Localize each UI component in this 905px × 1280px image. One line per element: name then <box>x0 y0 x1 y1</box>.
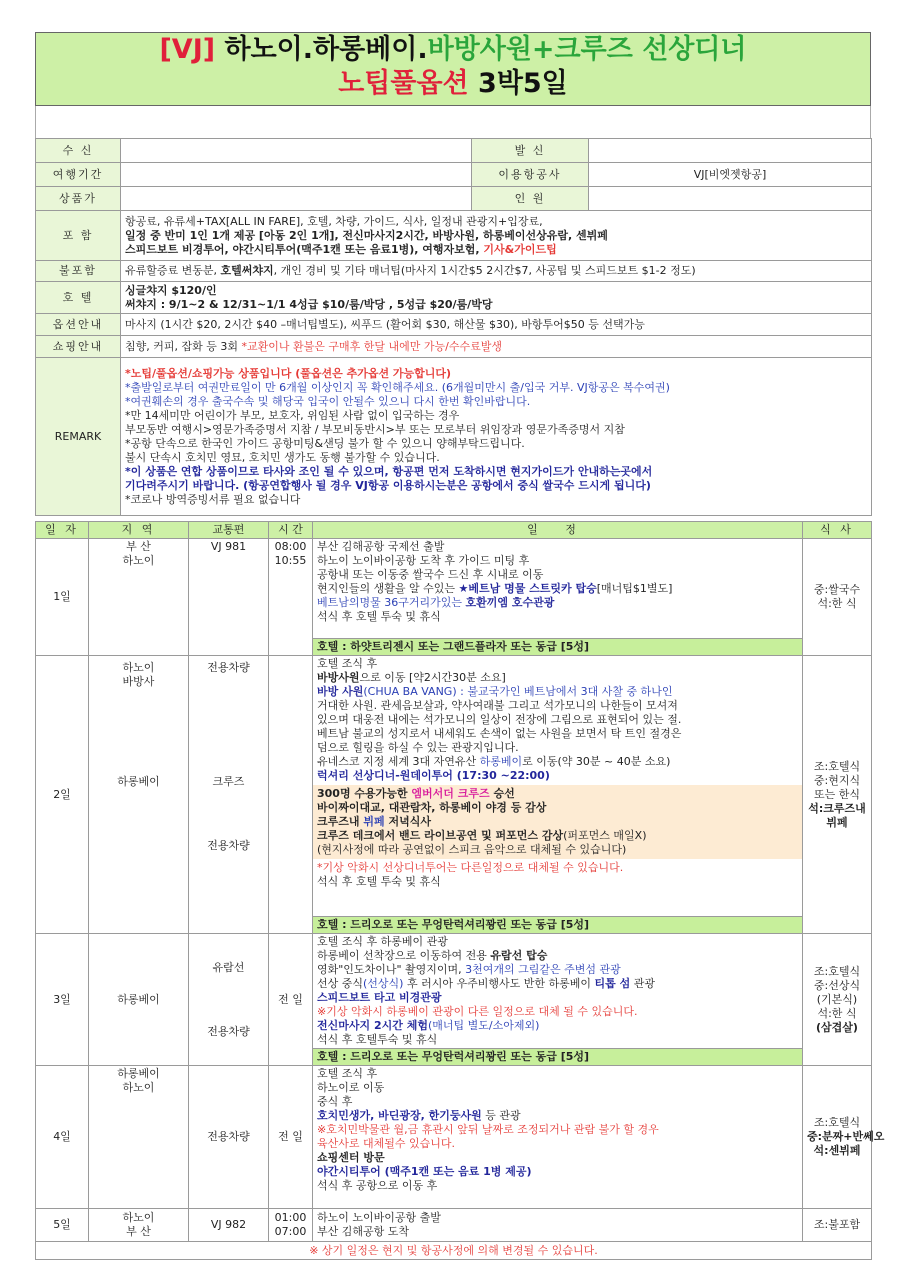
day2-transport: 전용차량 크루즈 전용차량 <box>189 656 269 934</box>
title-line-1 <box>36 33 870 67</box>
day1-region: 부 산 하노이 <box>89 539 189 656</box>
airline-label: 이용항공사 <box>472 163 589 187</box>
title-duration: 3박5일 <box>478 68 568 99</box>
include-value: 항공료, 유류세+TAX[ALL IN FARE], 호텔, 차량, 가이드, 식사, 일정내 관광지+입장료, 일정 중 반미 1인 1개 제공 [아동 2인 1개], 전신마사지2시간, 바방사원, 하롱베이선상유람, 센뷔페 스피드보트 비경투어, 야간시티투어(맥주1캔 또는 음료1병), 여행자보험, 기사&가이드팁 <box>121 211 872 261</box>
day4-schedule: 호텔 조식 후 하노이로 이동 중식 후 호치민생가, 바딘광장, 한기둥사원 등 관광 ※호치민박물관 월,금 휴관시 앞뒤 날짜로 조정되거나 관람 불가 할 경우 육산사로 대체될수 있습니다. 쇼핑센터 방문 야간시티투어 (맥주1캔 또는 음료 1병 제공) 석식 후 공항으로 이동 후 <box>313 1066 803 1209</box>
day1-meal: 중:쌀국수 석:한 식 <box>803 539 872 656</box>
itinerary-header <box>36 522 872 539</box>
day4-row <box>36 1066 872 1209</box>
title-vj: [VJ] <box>159 34 216 65</box>
header-time: 시 간 <box>269 522 313 539</box>
day1-schedule: 부산 김해공항 국제선 출발 하노이 노이바이공항 도착 후 가이드 미팅 후 공항내 또는 이동중 쌀국수 드신 후 시내로 이동 현지인들의 생활을 알 수있는 ★베트남 명물 스트릿카 탑승[매너팁$1별도] 베트남의명물 36구거리가있는 호환끼엠 호수관광 석식 후 호텔 투숙 및 휴식 <box>313 539 803 639</box>
day3-hotel: 호텔 : 드리오로 또는 무엉탄럭셔리꽝린 또는 동급 [5성] <box>313 1049 803 1066</box>
sender-value[interactable] <box>589 139 872 163</box>
shopping-label: 쇼핑안내 <box>36 336 121 358</box>
people-label: 인 원 <box>472 187 589 211</box>
day4-time: 전 일 <box>269 1066 313 1209</box>
header-transport: 교통편 <box>189 522 269 539</box>
title-notip: 노팁풀옵션 <box>338 68 469 99</box>
day3-row <box>36 934 872 1049</box>
airline-value: VJ[비엣젯항공] <box>589 163 872 187</box>
hotel-value: 싱글챠지 $120/인 써챠지 : 9/1~2 & 12/31~1/1 4성급 $10/룸/박당 , 5성급 $20/룸/박당 <box>121 282 872 314</box>
day2-region: 하노이 바방사 하롱베이 <box>89 656 189 934</box>
day3-region: 하롱베이 <box>89 934 189 1066</box>
title-gap <box>35 106 871 138</box>
day2-day: 2일 <box>36 656 89 934</box>
footer-note: ※ 상기 일정은 현지 및 항공사정에 의해 변경될 수 있습니다. <box>36 1242 872 1260</box>
people-value[interactable] <box>589 187 872 211</box>
day5-region: 하노이 부 산 <box>89 1209 189 1242</box>
day3-transport: 유람선 전용차량 <box>189 934 269 1066</box>
sender-label: 발 신 <box>472 139 589 163</box>
option-label: 옵션안내 <box>36 314 121 336</box>
exclude-label: 불포함 <box>36 261 121 282</box>
itinerary-table <box>35 521 885 1260</box>
day1-hotel: 호텔 : 하얏트리젠시 또는 그랜드플라자 또는 동급 [5성] <box>313 639 803 656</box>
cruise-highlight: 300명 수용가능한 엠버서더 크루즈 승선 바이짜이대교, 대관람차, 하롱베이 야경 등 감상 크루즈내 뷔페 저녁식사 크루즈 데크에서 밴드 라이브공연 및 퍼포먼스 감상(퍼포먼스 매일X) (현지사정에 따라 공연없이 스피크 음악으로 대체될 수 있습니다) <box>313 785 802 859</box>
day5-row <box>36 1209 872 1242</box>
day5-schedule: 하노이 노이바이공항 출발 부산 김해공항 도착 <box>313 1209 803 1242</box>
day4-region: 하롱베이 하노이 <box>89 1066 189 1209</box>
title-banner <box>35 32 871 106</box>
day4-meal: 조:호텔식 중:분짜+반쎄오 석:센뷔페 <box>803 1066 872 1209</box>
day1-day: 1일 <box>36 539 89 656</box>
day5-meal: 조:불포함 <box>803 1209 872 1242</box>
day3-schedule: 호텔 조식 후 하롱베이 관광 하롱베이 선착장으로 이동하여 전용 유람선 탑승 영화"인도차이나" 촬영지이며, 3천여개의 그림같은 주변섬 관광 선상 중식(선상식) 후 러시아 우주비행사도 반한 하롱베이 티톱 섬 관광 스피드보트 타고 비경관광 ※기상 악화시 하롱베이 관광이 다른 일정으로 대체 될 수 있습니다. 전신마사지 2시간 체험(매너팁 별도/소아제외) 석식 후 호텔투숙 및 휴식 <box>313 934 803 1049</box>
exclude-value: 유류할증료 변동분, 호텔써챠지, 개인 경비 및 기타 매너팁(마사지 1시간$5 2시간$7, 사공팁 및 스피드보트 $1-2 정도) <box>121 261 872 282</box>
option-value: 마사지 (1시간 $20, 2시간 $40 –매너팁별도), 씨푸드 (활어회 $30, 해산물 $30), 바항투어$50 등 선택가능 <box>121 314 872 336</box>
remark-value: *노팁/풀옵션/쇼핑가능 상품입니다 (풀옵션은 추가옵션 가능합니다) *출발일로부터 여권만료일이 만 6개월 이상인지 꼭 확인해주세요. (6개월미만시 출/입국 거부. VJ항공은 복수여권) *여권훼손의 경우 출국수속 및 해당국 입국이 안될수 있으니 다시 한번 확인바랍니다. *만 14세미만 어린이가 부모, 보호자, 위임된 사람 없이 입국하는 경우 부모동반 여행시>영문가족증명서 지참 / 부모비동반시>부 또는 모로부터 위임장과 영문가족증명서 지참 *공항 단속으로 한국인 가이드 공항미팅&샌딩 불가 할 수 있으니 양해부탁드립니다. 불시 단속시 호치민 영묘, 호치민 생가도 동행 불가할 수 있습니다. *이 상품은 연합 상품이므로 타사와 조인 될 수 있으며, 항공편 먼저 도착하시면 현지가이드가 안내하는곳에서 기다려주시기 바랍니다. (항공연합행사 될 경우 VJ항공 이용하시는분은 공항에서 중식 쌀국수 드시게 됩니다) *코로나 방역증빙서류 필요 없습니다 <box>121 358 872 516</box>
header-meal: 식 사 <box>803 522 872 539</box>
header-day: 일 자 <box>36 522 89 539</box>
day3-meal: 조:호텔식 중:선상식 (기본식) 석:한 식 (삼겹살) <box>803 934 872 1066</box>
period-label: 여행기간 <box>36 163 121 187</box>
shopping-value: 침향, 커피, 잡화 등 3회 *교환이나 환불은 구매후 한달 내에만 가능/수수료발생 <box>121 336 872 358</box>
header-region: 지 역 <box>89 522 189 539</box>
day2-row <box>36 656 872 917</box>
day2-hotel: 호텔 : 드리오로 또는 무엉탄럭셔리꽝린 또는 동급 [5성] <box>313 917 803 934</box>
period-value[interactable] <box>121 163 472 187</box>
hotel-label: 호 텔 <box>36 282 121 314</box>
day5-time: 01:00 07:00 <box>269 1209 313 1242</box>
day5-day: 5일 <box>36 1209 89 1242</box>
recipient-label: 수 신 <box>36 139 121 163</box>
day2-schedule: 호텔 조식 후 바방사원으로 이동 [약2시간30분 소요] 바방 사원(CHUA BA VANG) : 불교국가인 베트남에서 3대 사찰 중 하나인 거대한 사원. 관세음보살과, 약사여래불 그리고 석가모니의 나한들이 모셔져 있으며 대웅전 내에는 석가모니의 일상이 전장에 그림으로 표현되어 있는 절. 베트남 불교의 성지로서 내세워도 손색이 없는 사원을 보면서 탁 트인 절경은 덤으로 힐링을 하실 수 있는 관광지입니다. 유네스코 지정 세계 3대 자연유산 하롱베이로 이동(약 30분 ~ 40분 소요) 럭셔리 선상디너-원데이투어 (17:30 ~22:00) 300명 수용가능한 엠버서더 크루즈 승선 바이짜이대교, 대관람차, 하롱베이 야경 등 감상 크루즈내 뷔페 저녁식사 크루즈 데크에서 밴드 라이브공연 및 퍼포먼스 감상(퍼포먼스 매일X) (현지사정에 따라 공연없이 스피크 음악으로 대체될 수 있습니다) *기상 악화시 선상디너투어는 다른일정으로 대체될 수 있습니다. 석식 후 호텔 투숙 및 휴식 <box>313 656 803 917</box>
day1-transport: VJ 981 <box>189 539 269 656</box>
include-label: 포 함 <box>36 211 121 261</box>
day1-time: 08:00 10:55 <box>269 539 313 656</box>
title-green: 바방사원+크루즈 선상디너 <box>427 34 747 65</box>
info-table <box>35 138 872 516</box>
day4-day: 4일 <box>36 1066 89 1209</box>
day4-transport: 전용차량 <box>189 1066 269 1209</box>
itinerary-sheet <box>35 32 885 1260</box>
day3-day: 3일 <box>36 934 89 1066</box>
day3-time: 전 일 <box>269 934 313 1066</box>
day2-time <box>269 656 313 934</box>
header-schedule: 일 정 <box>313 522 803 539</box>
day1-row <box>36 539 872 639</box>
title-line-2 <box>36 67 870 101</box>
remark-label: REMARK <box>36 358 121 516</box>
price-value[interactable] <box>121 187 472 211</box>
title-black: 하노이.하롱베이. <box>224 34 428 65</box>
day2-meal: 조:호텔식 중:현지식 또는 한식 석:크루즈내 뷔페 <box>803 656 872 934</box>
recipient-value[interactable] <box>121 139 472 163</box>
price-label: 상품가 <box>36 187 121 211</box>
day5-transport: VJ 982 <box>189 1209 269 1242</box>
